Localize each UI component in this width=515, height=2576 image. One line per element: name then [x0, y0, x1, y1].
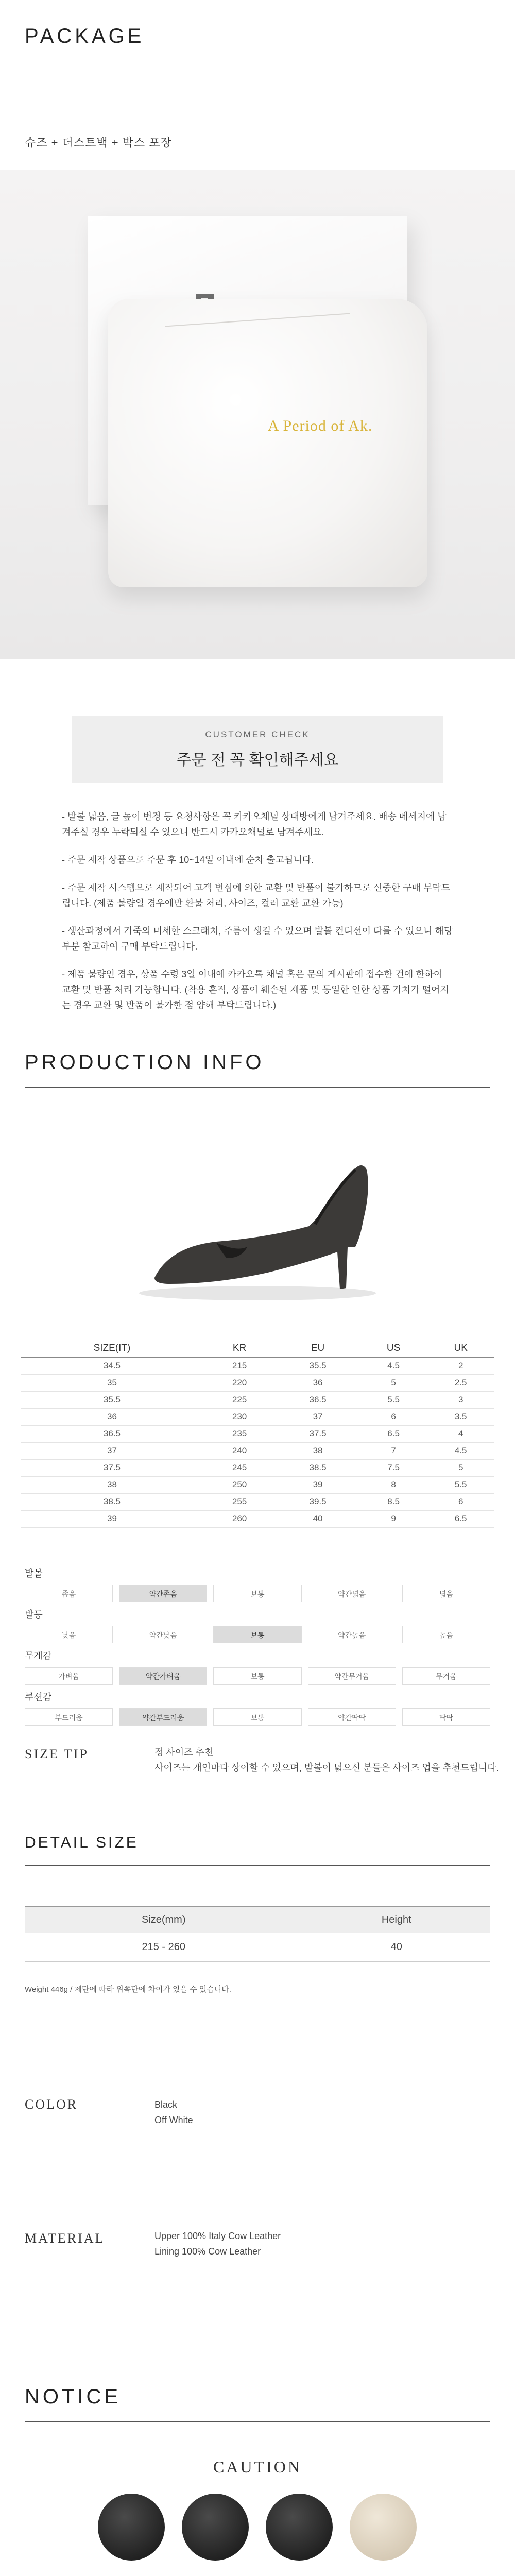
table-row — [21, 1409, 494, 1426]
attr-option: 낮음 — [25, 1626, 113, 1643]
detail-size-table — [25, 1906, 490, 1962]
size-cell: 4.5 — [427, 1443, 494, 1460]
size-cell: 255 — [203, 1494, 276, 1511]
size-cell: 5.5 — [360, 1392, 427, 1409]
size-cell: 35.5 — [276, 1358, 360, 1375]
size-cell: 37 — [276, 1409, 360, 1426]
attr-label: 발등 — [25, 1609, 43, 1620]
size-tip-line: 정 사이즈 추천 — [154, 1747, 214, 1757]
size-cell: 6.5 — [360, 1426, 427, 1443]
detail-col-header: Size(mm) — [25, 1907, 302, 1934]
attr-cushion — [25, 1690, 490, 1726]
size-cell: 7 — [360, 1443, 427, 1460]
size-cell: 39 — [21, 1511, 203, 1528]
attr-option: 좁음 — [25, 1585, 113, 1602]
size-cell: 37 — [21, 1443, 203, 1460]
attr-option: 약간가벼움 — [119, 1667, 207, 1685]
color-values — [154, 2097, 193, 2128]
attr-option: 보통 — [213, 1667, 301, 1685]
attr-option: 보통 — [213, 1708, 301, 1726]
size-cell: 5.5 — [427, 1477, 494, 1494]
size-cell: 2 — [427, 1358, 494, 1375]
size-cell: 7.5 — [360, 1460, 427, 1477]
shoe-image — [0, 1123, 515, 1319]
size-cell: 35 — [21, 1375, 203, 1392]
leather-texture-image — [266, 2494, 333, 2561]
detail-col-header: Height — [302, 1907, 490, 1934]
size-table — [21, 1340, 494, 1528]
material-values — [154, 2228, 281, 2259]
size-cell: 37.5 — [276, 1426, 360, 1443]
attr-option: 약간넓음 — [308, 1585, 396, 1602]
size-cell: 230 — [203, 1409, 276, 1426]
production-divider — [25, 1087, 490, 1088]
notice-title: NOTICE — [25, 2385, 122, 2408]
size-cell: 38.5 — [276, 1460, 360, 1477]
size-col-header: US — [360, 1340, 427, 1358]
table-row — [21, 1511, 494, 1528]
attr-option: 넓음 — [402, 1585, 490, 1602]
detail-height-value: 40 — [302, 1933, 490, 1962]
bag-print: A Period of Ak. — [268, 417, 373, 434]
table-row — [21, 1358, 494, 1375]
size-col-header: KR — [203, 1340, 276, 1358]
size-cell: 36.5 — [276, 1392, 360, 1409]
size-cell: 215 — [203, 1358, 276, 1375]
attr-option: 약간높음 — [308, 1626, 396, 1643]
color-label: COLOR — [25, 2097, 78, 2112]
size-cell: 38.5 — [21, 1494, 203, 1511]
customer-check-en: CUSTOMER CHECK — [205, 730, 310, 739]
table-row — [21, 1477, 494, 1494]
material-label: MATERIAL — [25, 2231, 105, 2246]
size-cell: 40 — [276, 1511, 360, 1528]
size-cell: 4 — [427, 1426, 494, 1443]
size-tip-label: SIZE TIP — [25, 1747, 89, 1761]
customer-check-ko: 주문 전 꼭 확인해주세요 — [176, 752, 339, 769]
size-cell: 34.5 — [21, 1358, 203, 1375]
customer-check-box — [72, 716, 443, 783]
color-value: Off White — [154, 2115, 193, 2125]
detail-note: Weight 446g / 제단에 따라 위쪽단에 차이가 있을 수 있습니다. — [25, 1985, 231, 1994]
notice-divider — [25, 2421, 490, 2422]
list-item: - 제품 불량인 경우, 상품 수령 3일 이내에 카카오톡 채널 혹은 문의 게시판에 접수한 건에 한하여 교환 및 반품 처리 가능합니다. (착용 흔적, 상품이 훼손된 제품 및 동일한 인한 상품 가치가 떨어지는 경우 교환 및 반품이 불가한 점 양해 부탁드립니다.) — [62, 969, 449, 1010]
table-row — [21, 1460, 494, 1477]
attr-label: 쿠션감 — [25, 1692, 52, 1702]
attr-option: 무거움 — [402, 1667, 490, 1685]
attr-option: 가벼움 — [25, 1667, 113, 1685]
size-cell: 2.5 — [427, 1375, 494, 1392]
size-cell: 4.5 — [360, 1358, 427, 1375]
table-row — [21, 1443, 494, 1460]
size-cell: 6 — [360, 1409, 427, 1426]
size-cell: 8 — [360, 1477, 427, 1494]
attr-option: 약간낮음 — [119, 1626, 207, 1643]
attr-option: 보통 — [213, 1626, 301, 1643]
table-row — [21, 1392, 494, 1409]
table-row — [21, 1426, 494, 1443]
attr-option: 약간딱딱 — [308, 1708, 396, 1726]
size-cell: 8.5 — [360, 1494, 427, 1511]
size-cell: 39 — [276, 1477, 360, 1494]
leather-texture-image — [182, 2494, 249, 2561]
leather-texture-image — [98, 2494, 165, 2561]
list-item: - 발볼 넓음, 글 높이 변경 등 요청사항은 꼭 카카오채널 상대방에게 남겨주세요. 배송 메세지에 남겨주실 경우 누락되실 수 있으니 반드시 카카오채널로 남겨주세요. — [62, 811, 447, 837]
package-subtitle: 슈즈 + 더스트백 + 박스 포장 — [25, 136, 172, 149]
size-cell: 260 — [203, 1511, 276, 1528]
customer-check-list — [62, 809, 453, 1025]
material-value: Lining 100% Cow Leather — [154, 2246, 261, 2257]
table-row — [21, 1375, 494, 1392]
size-cell: 37.5 — [21, 1460, 203, 1477]
size-tip-text — [154, 1744, 499, 1775]
size-cell: 6 — [427, 1494, 494, 1511]
list-item: - 주문 제작 시스템으로 제작되어 고객 변심에 의한 교환 및 반품이 불가하므로 신중한 구매 부탁드립니다. (제품 불량일 경우에만 환불 처리, 사이즈, 컬러 교환 교환 가능) — [62, 883, 451, 908]
leather-texture-image — [350, 2494, 417, 2561]
size-cell: 9 — [360, 1511, 427, 1528]
size-cell: 225 — [203, 1392, 276, 1409]
size-tip-line: 사이즈는 개인마다 상이할 수 있으며, 발볼이 넓으신 분들은 사이즈 업을 추천드립니다. — [154, 1762, 499, 1773]
attr-option: 약간무거움 — [308, 1667, 396, 1685]
size-cell: 3.5 — [427, 1409, 494, 1426]
size-col-header: SIZE(IT) — [21, 1340, 203, 1358]
size-cell: 220 — [203, 1375, 276, 1392]
attr-option: 높음 — [402, 1626, 490, 1643]
detail-size-divider — [25, 1865, 490, 1866]
size-cell: 5 — [427, 1460, 494, 1477]
attr-option: 약간좁음 — [119, 1585, 207, 1602]
color-value: Black — [154, 2099, 178, 2110]
size-cell: 36 — [21, 1409, 203, 1426]
package-photo — [0, 170, 515, 659]
bag-string — [165, 313, 350, 327]
detail-size-value: 215 - 260 — [25, 1933, 302, 1962]
table-row — [25, 1933, 490, 1962]
caution-images — [98, 2494, 417, 2576]
size-cell: 5 — [360, 1375, 427, 1392]
caution-title: CAUTION — [213, 2458, 302, 2476]
size-cell: 240 — [203, 1443, 276, 1460]
list-item: - 주문 제작 상품으로 주문 후 10~14일 이내에 순차 출고됩니다. — [62, 855, 314, 865]
attr-option: 부드러움 — [25, 1708, 113, 1726]
list-item: - 생산과정에서 가죽의 미세한 스크래치, 주름이 생길 수 있으며 발볼 컨디션이 다를 수 있으니 해당 부분 참고하여 구매 부탁드립니다. — [62, 926, 453, 952]
dust-bag — [108, 299, 427, 587]
production-title: PRODUCTION INFO — [25, 1051, 265, 1074]
attr-option: 보통 — [213, 1585, 301, 1602]
attr-label: 무게감 — [25, 1651, 52, 1661]
table-row — [21, 1494, 494, 1511]
size-cell: 35.5 — [21, 1392, 203, 1409]
material-value: Upper 100% Italy Cow Leather — [154, 2231, 281, 2241]
size-cell: 250 — [203, 1477, 276, 1494]
attr-width — [25, 1566, 490, 1602]
attr-instep — [25, 1607, 490, 1643]
attr-option: 딱딱 — [402, 1708, 490, 1726]
size-cell: 235 — [203, 1426, 276, 1443]
size-col-header: UK — [427, 1340, 494, 1358]
attr-option: 약간부드러움 — [119, 1708, 207, 1726]
size-cell: 6.5 — [427, 1511, 494, 1528]
size-cell: 36.5 — [21, 1426, 203, 1443]
size-cell: 38 — [276, 1443, 360, 1460]
size-cell: 36 — [276, 1375, 360, 1392]
size-col-header: EU — [276, 1340, 360, 1358]
package-title: PACKAGE — [25, 25, 145, 47]
size-cell: 3 — [427, 1392, 494, 1409]
size-cell: 245 — [203, 1460, 276, 1477]
detail-size-title: DETAIL SIZE — [25, 1834, 139, 1851]
size-cell: 38 — [21, 1477, 203, 1494]
attr-weight — [25, 1649, 490, 1685]
size-cell: 39.5 — [276, 1494, 360, 1511]
attr-label: 발볼 — [25, 1568, 43, 1579]
